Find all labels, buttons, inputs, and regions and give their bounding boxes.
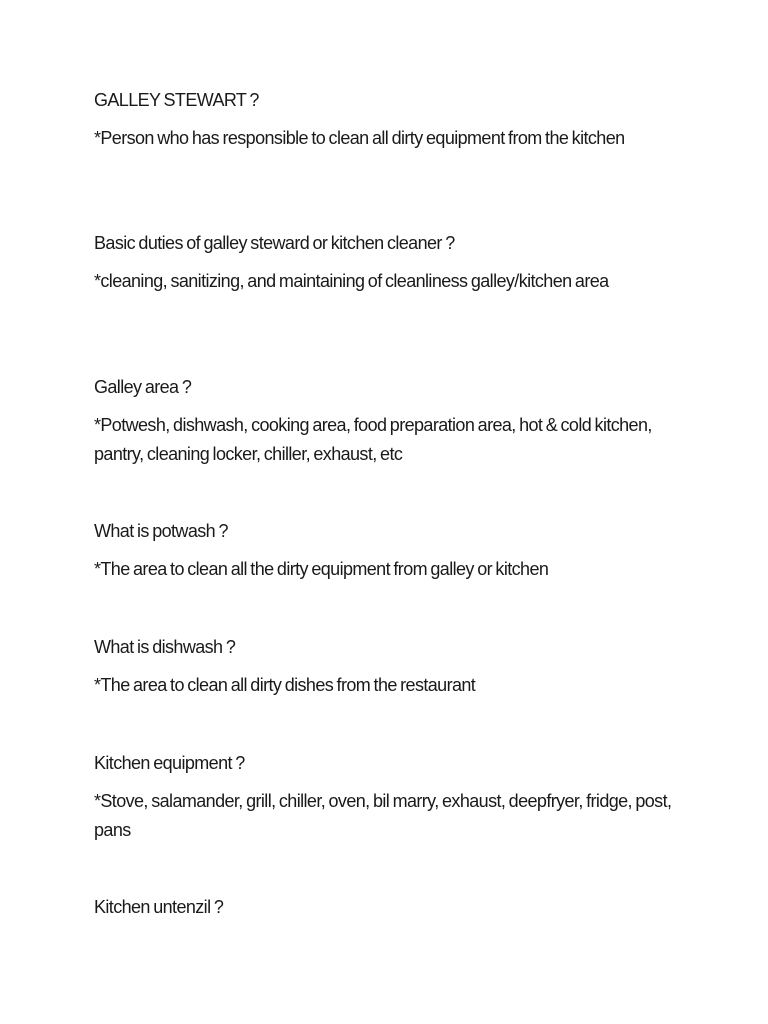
answer-text: *The area to clean all the dirty equipment from galley or kitchen — [94, 559, 549, 579]
answer-text: *Person who has responsible to clean all dirty equipment from the kitchen — [94, 128, 625, 148]
question-text: What is potwash ? — [94, 521, 228, 541]
answer-text: *Potwesh, dishwash, cooking area, food preparation area, hot & cold kitchen, pantry, cleaning locker, chiller, exhaust, etc — [94, 415, 652, 464]
qa-block-potwash — [94, 517, 694, 584]
question-text: Kitchen untenzil ? — [94, 897, 224, 917]
question-text: What is dishwash ? — [94, 637, 236, 657]
qa-block-kitchen-utensil — [94, 893, 694, 922]
question-text: Basic duties of galley steward or kitchen cleaner ? — [94, 233, 455, 253]
qa-block-basic-duties — [94, 229, 694, 296]
qa-block-galley-area — [94, 373, 694, 469]
qa-block-galley-stewart — [94, 86, 694, 153]
answer-text: *cleaning, sanitizing, and maintaining of cleanliness galley/kitchen area — [94, 271, 609, 291]
question-text: GALLEY STEWART ? — [94, 90, 259, 110]
qa-block-dishwash — [94, 633, 694, 700]
answer-text: *Stove, salamander, grill, chiller, oven, bil marry, exhaust, deepfryer, fridge, post, pans — [94, 791, 672, 840]
qa-block-kitchen-equipment — [94, 749, 694, 845]
question-text: Kitchen equipment ? — [94, 753, 245, 773]
question-text: Galley area ? — [94, 377, 192, 397]
answer-text: *The area to clean all dirty dishes from the restaurant — [94, 675, 476, 695]
